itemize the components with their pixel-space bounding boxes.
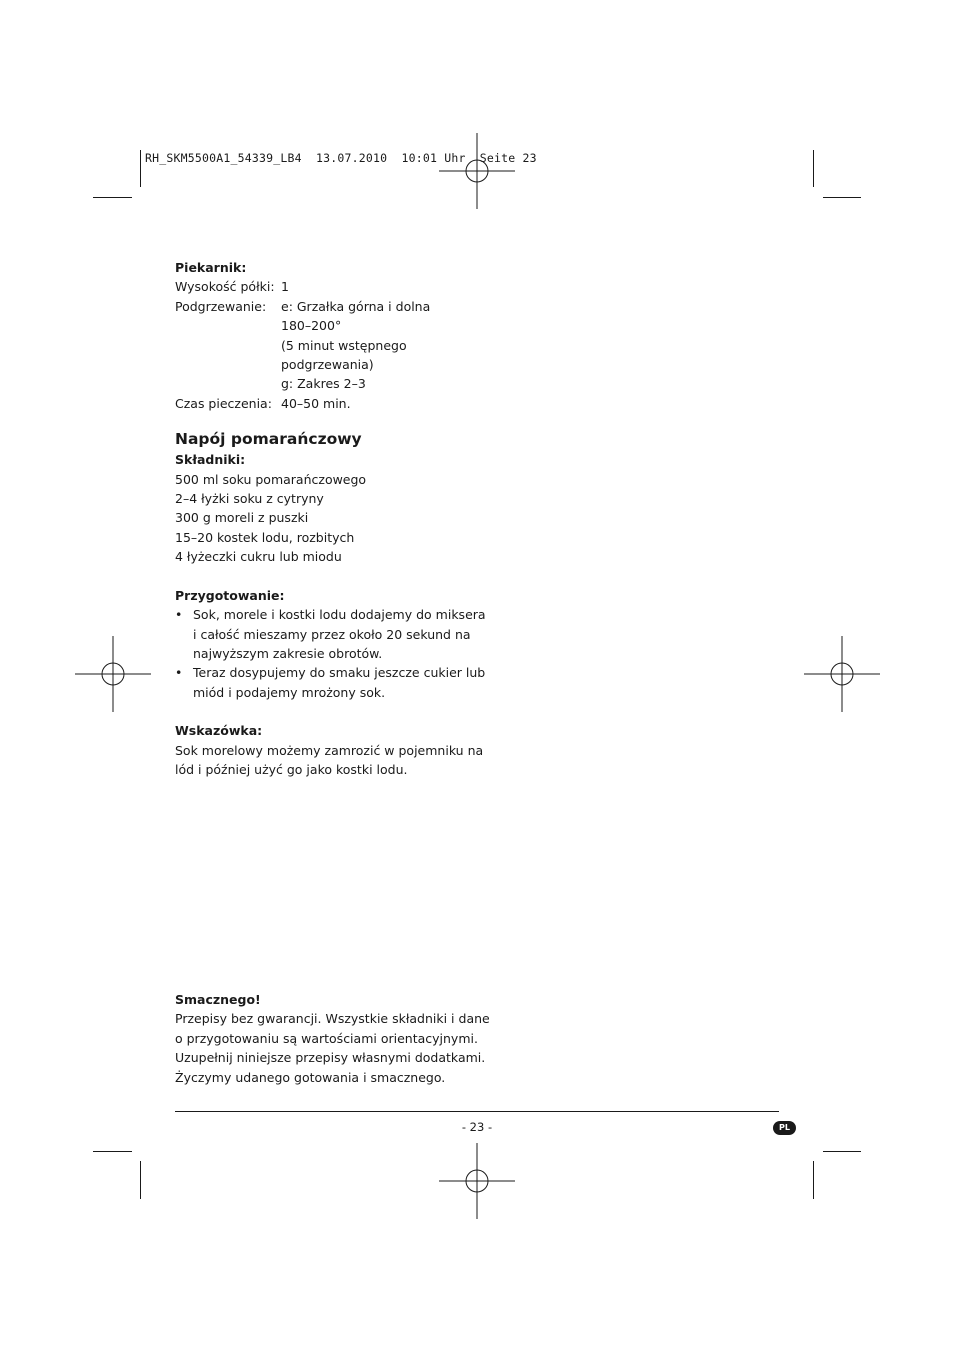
oven-row-values bbox=[281, 394, 351, 413]
crop-mark bbox=[823, 197, 861, 198]
oven-row-heating bbox=[175, 297, 475, 394]
ingredients-heading: Składniki: bbox=[175, 452, 246, 468]
list-item: 2–4 łyżki soku z cytryny bbox=[175, 491, 324, 507]
preparation-heading: Przygotowanie: bbox=[175, 587, 285, 603]
crop-mark bbox=[93, 1151, 132, 1152]
oven-row-value: podgrzewania) bbox=[281, 357, 374, 373]
tip-heading: Wskazówka: bbox=[175, 723, 263, 739]
step-line: i całość mieszamy przez około 20 sekund na bbox=[193, 626, 471, 642]
step-line: Teraz dosypujemy do smaku jeszcze cukier lub bbox=[193, 665, 486, 681]
recipe-title: Napój pomarańczowy bbox=[175, 430, 362, 449]
oven-row-value: 180–200° bbox=[281, 318, 342, 334]
bullet-icon: • bbox=[175, 607, 183, 623]
oven-row-value: e: Grzałka górna i dolna bbox=[281, 298, 431, 314]
print-slug: RH_SKM5500A1_54339_LB4 13.07.2010 10:01 Uhr Seite 23 bbox=[145, 151, 537, 165]
closing-heading: Smacznego! bbox=[175, 992, 261, 1007]
registration-mark-icon bbox=[75, 636, 151, 712]
oven-row-value: (5 minut wstępnego bbox=[281, 337, 407, 353]
closing-line: o przygotowaniu są wartościami orientacyjnymi. bbox=[175, 1030, 478, 1046]
closing-line: Życzymy udanego gotowania i smacznego. bbox=[175, 1069, 446, 1085]
registration-mark-icon bbox=[439, 1143, 515, 1219]
crop-mark bbox=[813, 1161, 814, 1199]
language-badge: PL bbox=[773, 1121, 796, 1135]
closing-line: Uzupełnij niniejsze przepisy własnymi dodatkami. bbox=[175, 1050, 486, 1066]
oven-row-label: Czas pieczenia: bbox=[175, 395, 272, 411]
list-item: 4 łyżeczki cukru lub miodu bbox=[175, 549, 342, 565]
list-item: 300 g moreli z puszki bbox=[175, 510, 309, 526]
oven-row-time bbox=[175, 394, 475, 413]
oven-row-values bbox=[281, 277, 289, 296]
list-item: 15–20 kostek lodu, rozbitych bbox=[175, 529, 355, 545]
preparation-step bbox=[175, 605, 486, 663]
footer-rule bbox=[175, 1111, 779, 1112]
oven-row-label: Wysokość półki: bbox=[175, 279, 275, 295]
page-number: - 23 - bbox=[461, 1120, 493, 1134]
step-line: miód i podajemy mrożony sok. bbox=[193, 684, 386, 700]
oven-row-value: 40–50 min. bbox=[281, 395, 351, 411]
registration-mark-icon bbox=[439, 133, 515, 209]
registration-mark-icon bbox=[804, 636, 880, 712]
closing-block bbox=[175, 990, 490, 1087]
oven-row-value: 1 bbox=[281, 279, 289, 295]
list-item: 500 ml soku pomarańczowego bbox=[175, 471, 367, 487]
crop-mark bbox=[140, 150, 141, 187]
oven-heading: Piekarnik: bbox=[175, 260, 247, 275]
oven-row-shelf bbox=[175, 277, 475, 296]
crop-mark bbox=[93, 197, 132, 198]
preparation-step bbox=[175, 663, 486, 702]
crop-mark bbox=[140, 1161, 141, 1199]
tip-line: Sok morelowy możemy zamrozić w pojemniku na bbox=[175, 742, 484, 758]
oven-row-values bbox=[281, 297, 430, 394]
step-line: najwyższym zakresie obrotów. bbox=[193, 645, 383, 661]
oven-row-label: Podgrzewanie: bbox=[175, 298, 267, 314]
oven-row-value: g: Zakres 2–3 bbox=[281, 376, 366, 392]
bullet-icon: • bbox=[175, 665, 183, 681]
crop-mark bbox=[823, 1151, 861, 1152]
step-line: Sok, morele i kostki lodu dodajemy do miksera bbox=[193, 607, 486, 623]
closing-line: Przepisy bez gwarancji. Wszystkie składniki i dane bbox=[175, 1011, 490, 1027]
crop-mark bbox=[813, 150, 814, 187]
tip-line: lód i później użyć go jako kostki lodu. bbox=[175, 761, 408, 777]
ingredients-list bbox=[175, 470, 475, 567]
page-content bbox=[175, 258, 486, 779]
